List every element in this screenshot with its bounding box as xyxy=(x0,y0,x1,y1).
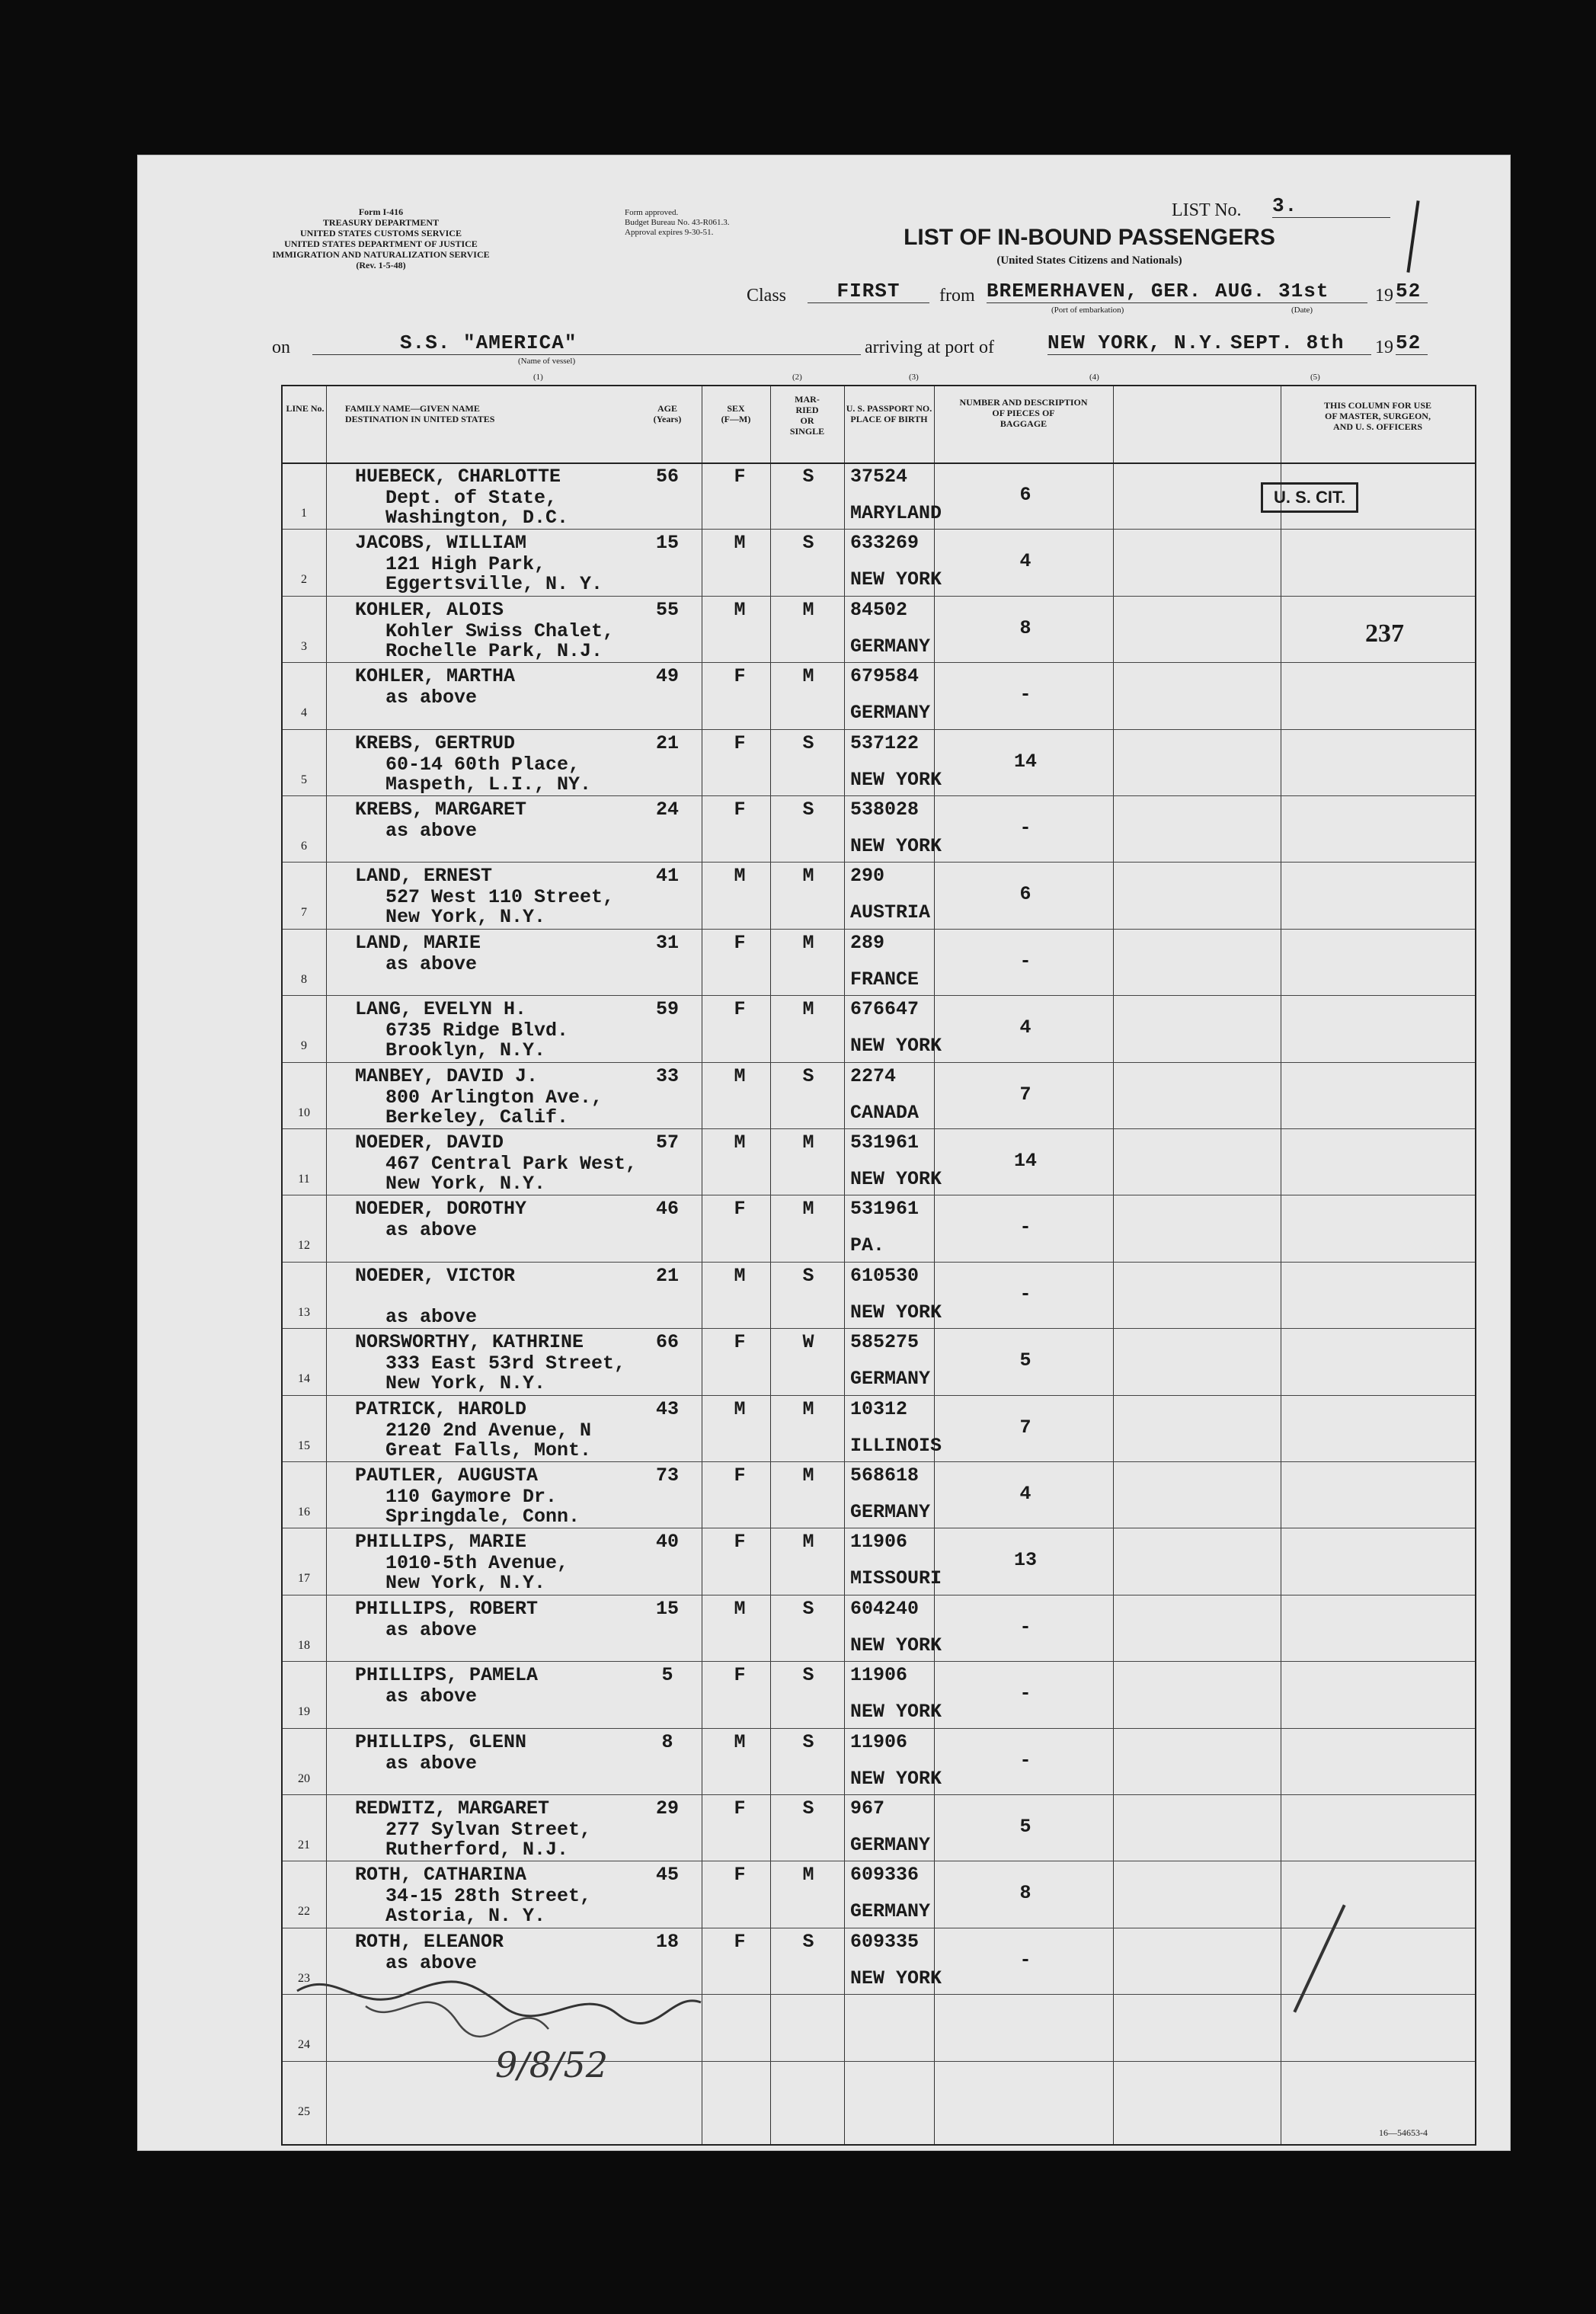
baggage-count: 4 xyxy=(1019,550,1031,573)
passport-number: 10312 xyxy=(850,1397,908,1420)
destination-line-1: 277 Sylvan Street, xyxy=(385,1819,592,1841)
passport-number: 290 xyxy=(850,865,885,888)
age-value: 24 xyxy=(655,799,679,821)
inspector-signature xyxy=(289,1960,716,2113)
place-of-birth: NEW YORK xyxy=(850,568,942,591)
passenger-name: NOEDER, DOROTHY xyxy=(355,1198,527,1221)
baggage-count: - xyxy=(1019,1682,1031,1705)
line-number: 18 xyxy=(298,1638,310,1652)
sex-value: M xyxy=(734,1597,746,1620)
passport-number: 2274 xyxy=(850,1064,897,1087)
marital-status: M xyxy=(802,865,814,888)
passenger-name: NOEDER, DAVID xyxy=(355,1131,504,1154)
baggage-count: 4 xyxy=(1019,1483,1031,1505)
form-sheet xyxy=(137,155,1511,2151)
arrival-year-prefix: 19 xyxy=(1375,338,1393,357)
place-of-birth: GERMANY xyxy=(850,1834,931,1856)
table-row xyxy=(283,1528,1475,1594)
header-line-no: LINE No. xyxy=(286,403,325,414)
passenger-name: KOHLER, MARTHA xyxy=(355,665,516,688)
age-value: 15 xyxy=(655,532,679,555)
sex-value: M xyxy=(734,1264,746,1287)
baggage-count: 8 xyxy=(1019,1882,1031,1905)
line-number: 20 xyxy=(298,1772,310,1785)
table-row xyxy=(283,1262,1475,1328)
destination-line-2: Berkeley, Calif. xyxy=(385,1106,569,1128)
baggage-count: 4 xyxy=(1019,1016,1031,1039)
destination-line-2: Rochelle Park, N.J. xyxy=(385,639,603,662)
list-no-label: LIST No. xyxy=(1172,200,1242,220)
passenger-name: LANG, EVELYN H. xyxy=(355,998,527,1021)
sex-value: F xyxy=(734,1664,746,1687)
header-age: AGE (Years) xyxy=(653,403,682,424)
sex-value: F xyxy=(734,731,746,754)
vessel-name: S.S. "AMERICA" xyxy=(312,331,861,355)
baggage-count: 8 xyxy=(1019,616,1031,639)
age-value: 55 xyxy=(655,598,679,621)
col-num-2: (2) xyxy=(792,373,802,382)
baggage-count: - xyxy=(1019,1948,1031,1971)
destination-line-1: 1010-5th Avenue, xyxy=(385,1552,569,1575)
age-value: 43 xyxy=(655,1397,679,1420)
place-of-birth: GERMANY xyxy=(850,702,931,725)
destination-line-1: as above xyxy=(385,1752,478,1775)
marital-status: M xyxy=(802,1198,814,1221)
age-value: 5 xyxy=(661,1664,673,1687)
passenger-name: PHILLIPS, MARIE xyxy=(355,1531,527,1554)
marital-status: S xyxy=(802,799,814,821)
sex-value: F xyxy=(734,1198,746,1221)
passenger-name: PHILLIPS, ROBERT xyxy=(355,1597,539,1620)
header-officers: THIS COLUMN FOR USE OF MASTER, SURGEON, AND U. S. OFFICERS xyxy=(1323,400,1432,432)
age-value: 57 xyxy=(655,1131,679,1154)
line-number: 21 xyxy=(298,1839,310,1852)
passenger-name: NORSWORTHY, KATHRINE xyxy=(355,1331,584,1354)
sex-value: F xyxy=(734,1864,746,1887)
table-row xyxy=(283,862,1475,928)
date-caption: (Date) xyxy=(1291,306,1313,315)
line-number: 5 xyxy=(301,773,307,786)
passport-number: 676647 xyxy=(850,998,920,1021)
destination-line-2: Great Falls, Mont. xyxy=(385,1439,592,1461)
form-agency-block xyxy=(263,206,499,270)
line-number: 16 xyxy=(298,1506,310,1519)
col-num-1: (1) xyxy=(533,373,543,382)
table-row xyxy=(283,529,1475,595)
line-number: 13 xyxy=(298,1305,310,1319)
table-row xyxy=(283,729,1475,795)
passport-number: 967 xyxy=(850,1797,885,1820)
line-number: 24 xyxy=(298,2038,310,2052)
age-value: 21 xyxy=(655,1264,679,1287)
destination-line-1: 2120 2nd Avenue, N xyxy=(385,1419,592,1442)
approval-text: Form approved. xyxy=(625,208,679,217)
passport-number: 679584 xyxy=(850,665,920,688)
passenger-name: MANBEY, DAVID J. xyxy=(355,1064,539,1087)
table-row xyxy=(283,1661,1475,1727)
place-of-birth: NEW YORK xyxy=(850,1767,942,1790)
line-number: 3 xyxy=(301,639,307,653)
from-port: BREMERHAVEN, GER. xyxy=(987,280,1215,303)
place-of-birth: NEW YORK xyxy=(850,1168,942,1190)
sex-value: F xyxy=(734,931,746,954)
destination-line-1: 527 West 110 Street, xyxy=(385,886,615,909)
passport-number: 37524 xyxy=(850,466,908,488)
age-value: 33 xyxy=(655,1064,679,1087)
passenger-name: KREBS, MARGARET xyxy=(355,799,527,821)
passenger-name: HUEBECK, CHARLOTTE xyxy=(355,466,561,488)
passenger-name: PATRICK, HAROLD xyxy=(355,1397,527,1420)
marital-status: S xyxy=(802,1797,814,1820)
age-value: 18 xyxy=(655,1930,679,1953)
passenger-table xyxy=(281,385,1476,2146)
age-value: 59 xyxy=(655,998,679,1021)
header-passport: U. S. PASSPORT NO. PLACE OF BIRTH xyxy=(846,403,932,424)
line-number: 4 xyxy=(301,706,307,720)
age-value: 45 xyxy=(655,1864,679,1887)
table-row xyxy=(283,1395,1475,1461)
sex-value: M xyxy=(734,598,746,621)
destination-line-2: Eggertsville, N. Y. xyxy=(385,573,603,596)
marital-status: M xyxy=(802,1531,814,1554)
table-row xyxy=(283,1328,1475,1394)
destination-line-2: as above xyxy=(385,1305,478,1328)
marital-status: S xyxy=(802,466,814,488)
place-of-birth: ILLINOIS xyxy=(850,1434,942,1457)
sex-value: M xyxy=(734,1064,746,1087)
line-number: 2 xyxy=(301,573,307,587)
baggage-count: 6 xyxy=(1019,883,1031,906)
place-of-birth: PA. xyxy=(850,1234,885,1257)
destination-line-1: 60-14 60th Place, xyxy=(385,753,581,776)
passenger-name: LAND, ERNEST xyxy=(355,865,493,888)
marital-status: S xyxy=(802,532,814,555)
line-number: 12 xyxy=(298,1239,310,1253)
baggage-count: - xyxy=(1019,1749,1031,1772)
table-row xyxy=(283,1861,1475,1927)
table-row xyxy=(283,795,1475,862)
table-row xyxy=(283,662,1475,728)
table-row xyxy=(283,596,1475,662)
form-id: Form I-416 xyxy=(358,206,404,217)
form-title: LIST OF IN-BOUND PASSENGERS xyxy=(904,225,1275,250)
baggage-count: - xyxy=(1019,817,1031,839)
passenger-name: LAND, MARIE xyxy=(355,931,481,954)
from-date: AUG. 31st xyxy=(1215,280,1367,303)
place-of-birth: FRANCE xyxy=(850,968,920,991)
passport-number: 633269 xyxy=(850,532,920,555)
header-baggage: NUMBER AND DESCRIPTION OF PIECES OF BAGGAGE xyxy=(959,397,1088,429)
class-value: FIRST xyxy=(808,280,929,303)
destination-line-2: New York, N.Y. xyxy=(385,1173,546,1195)
marital-status: S xyxy=(802,1730,814,1753)
age-value: 66 xyxy=(655,1331,679,1354)
baggage-count: 5 xyxy=(1019,1816,1031,1838)
budget-text: Budget Bureau No. 43-R061.3. xyxy=(625,218,730,227)
marital-status: S xyxy=(802,1597,814,1620)
header-sex: SEX (F—M) xyxy=(721,403,751,424)
line-number: 25 xyxy=(298,2104,310,2118)
destination-line-2: Brooklyn, N.Y. xyxy=(385,1039,546,1062)
sex-value: F xyxy=(734,1531,746,1554)
passport-number: 84502 xyxy=(850,598,908,621)
destination-line-1: 34-15 28th Street, xyxy=(385,1885,592,1908)
table-row xyxy=(283,1595,1475,1661)
passport-number: 604240 xyxy=(850,1597,920,1620)
line-number: 7 xyxy=(301,906,307,920)
age-value: 56 xyxy=(655,466,679,488)
baggage-count: - xyxy=(1019,683,1031,706)
passport-number: 531961 xyxy=(850,1198,920,1221)
table-row xyxy=(283,1728,1475,1794)
line-number: 23 xyxy=(298,1971,310,1985)
place-of-birth: GERMANY xyxy=(850,1501,931,1523)
passport-number: 11906 xyxy=(850,1730,908,1753)
place-of-birth: NEW YORK xyxy=(850,768,942,791)
passenger-name: KREBS, GERTRUD xyxy=(355,731,516,754)
baggage-count: - xyxy=(1019,1216,1031,1239)
line-number: 19 xyxy=(298,1705,310,1719)
col-num-3: (3) xyxy=(909,373,919,382)
baggage-count: 5 xyxy=(1019,1349,1031,1372)
age-value: 21 xyxy=(655,731,679,754)
baggage-count: 7 xyxy=(1019,1416,1031,1439)
sex-value: M xyxy=(734,1730,746,1753)
table-row xyxy=(283,1461,1475,1528)
sex-value: M xyxy=(734,532,746,555)
marital-status: M xyxy=(802,998,814,1021)
marital-status: S xyxy=(802,1264,814,1287)
passport-number: 11906 xyxy=(850,1531,908,1554)
destination-line-2: New York, N.Y. xyxy=(385,906,546,929)
marital-status: W xyxy=(802,1331,814,1354)
arrival-date: SEPT. 8th xyxy=(1230,331,1371,355)
table-row xyxy=(283,1794,1475,1861)
sex-value: F xyxy=(734,1464,746,1487)
baggage-count: 7 xyxy=(1019,1083,1031,1106)
tick-mark xyxy=(1406,200,1419,273)
line-number: 14 xyxy=(298,1372,310,1386)
baggage-count: 14 xyxy=(1013,750,1037,773)
passenger-name: PHILLIPS, PAMELA xyxy=(355,1664,539,1687)
sex-value: F xyxy=(734,1797,746,1820)
marital-status: M xyxy=(802,1131,814,1154)
line-number: 22 xyxy=(298,1905,310,1919)
line-number: 1 xyxy=(301,507,307,520)
list-no-value: 3. xyxy=(1272,194,1390,218)
marital-status: M xyxy=(802,598,814,621)
destination-line-1: as above xyxy=(385,820,478,842)
passenger-name: PAUTLER, AUGUSTA xyxy=(355,1464,539,1487)
age-value: 31 xyxy=(655,931,679,954)
header-married: MAR- RIED OR SINGLE xyxy=(789,394,825,437)
line-number: 15 xyxy=(298,1439,310,1452)
place-of-birth: MARYLAND xyxy=(850,502,942,524)
approval-block xyxy=(625,208,777,238)
destination-line-1: as above xyxy=(385,687,478,709)
place-of-birth: CANADA xyxy=(850,1101,920,1124)
footer-code: 16—54653-4 xyxy=(1379,2127,1428,2138)
marital-status: S xyxy=(802,1064,814,1087)
sex-value: F xyxy=(734,1930,746,1953)
marital-status: S xyxy=(802,1664,814,1687)
passport-number: 610530 xyxy=(850,1264,920,1287)
place-of-birth: NEW YORK xyxy=(850,1634,942,1656)
place-of-birth: NEW YORK xyxy=(850,1967,942,1989)
age-value: 46 xyxy=(655,1198,679,1221)
passport-number: 11906 xyxy=(850,1664,908,1687)
form-justice: UNITED STATES DEPARTMENT OF JUSTICE xyxy=(284,238,478,249)
destination-line-2: Maspeth, L.I., NY. xyxy=(385,773,592,795)
destination-line-1: Kohler Swiss Chalet, xyxy=(385,619,615,642)
destination-line-1: 110 Gaymore Dr. xyxy=(385,1486,558,1508)
on-label: on xyxy=(272,338,290,357)
line-number: 11 xyxy=(298,1173,310,1186)
line-number: 8 xyxy=(301,972,307,986)
destination-line-2: New York, N.Y. xyxy=(385,1372,546,1395)
baggage-count: 6 xyxy=(1019,484,1031,506)
passport-number: 568618 xyxy=(850,1464,920,1487)
table-row xyxy=(283,1062,1475,1128)
destination-line-1: as above xyxy=(385,1685,478,1708)
baggage-count: - xyxy=(1019,1282,1031,1305)
age-value: 15 xyxy=(655,1597,679,1620)
marital-status: M xyxy=(802,931,814,954)
signature-date: 9/8/52 xyxy=(495,2044,609,2085)
line-number: 9 xyxy=(301,1039,307,1053)
from-label: from xyxy=(939,286,975,306)
place-of-birth: NEW YORK xyxy=(850,1301,942,1323)
passport-number: 531961 xyxy=(850,1131,920,1154)
passport-number: 585275 xyxy=(850,1331,920,1354)
marital-status: S xyxy=(802,1930,814,1953)
table-row xyxy=(283,929,1475,995)
age-value: 41 xyxy=(655,865,679,888)
us-citizen-stamp: U. S. CIT. xyxy=(1261,482,1358,513)
baggage-count: 13 xyxy=(1013,1549,1037,1572)
from-year: 52 xyxy=(1396,280,1428,303)
age-value: 8 xyxy=(661,1730,673,1753)
destination-line-1: as above xyxy=(385,1951,478,1974)
age-value: 40 xyxy=(655,1531,679,1554)
table-row xyxy=(283,1128,1475,1195)
port-caption: (Port of embarkation) xyxy=(1051,306,1124,315)
sex-value: M xyxy=(734,1131,746,1154)
marital-status: M xyxy=(802,1397,814,1420)
passenger-name: NOEDER, VICTOR xyxy=(355,1264,516,1287)
baggage-count: - xyxy=(1019,1615,1031,1638)
destination-line-1: 121 High Park, xyxy=(385,553,546,576)
destination-line-2: Astoria, N. Y. xyxy=(385,1905,546,1928)
sex-value: F xyxy=(734,799,746,821)
passport-number: 537122 xyxy=(850,731,920,754)
passenger-name: ROTH, CATHARINA xyxy=(355,1864,527,1887)
baggage-count: - xyxy=(1019,949,1031,972)
place-of-birth: GERMANY xyxy=(850,1368,931,1391)
destination-line-1: as above xyxy=(385,1618,478,1641)
sex-value: M xyxy=(734,1397,746,1420)
place-of-birth: GERMANY xyxy=(850,1900,931,1923)
marital-status: M xyxy=(802,1464,814,1487)
arrival-port: NEW YORK, N.Y. xyxy=(1047,331,1230,355)
destination-line-1: as above xyxy=(385,952,478,975)
destination-line-2: New York, N.Y. xyxy=(385,1572,546,1595)
destination-line-2: Springdale, Conn. xyxy=(385,1506,581,1528)
place-of-birth: NEW YORK xyxy=(850,1701,942,1723)
approval-expiry: Approval expires 9-30-51. xyxy=(625,228,714,237)
table-row xyxy=(283,995,1475,1061)
passport-number: 609335 xyxy=(850,1930,920,1953)
place-of-birth: AUSTRIA xyxy=(850,901,931,924)
line-number: 10 xyxy=(298,1106,310,1119)
sex-value: F xyxy=(734,466,746,488)
sex-value: F xyxy=(734,665,746,688)
destination-line-1: 800 Arlington Ave., xyxy=(385,1086,603,1109)
col-num-5: (5) xyxy=(1310,373,1320,382)
from-year-prefix: 19 xyxy=(1375,286,1393,306)
passport-number: 538028 xyxy=(850,799,920,821)
line-number: 17 xyxy=(298,1572,310,1586)
col-num-4: (4) xyxy=(1089,373,1099,382)
arriving-label: arriving at port of xyxy=(865,338,994,357)
age-value: 73 xyxy=(655,1464,679,1487)
passport-number: 289 xyxy=(850,931,885,954)
destination-line-2: Washington, D.C. xyxy=(385,507,569,529)
sex-value: F xyxy=(734,1331,746,1354)
destination-line-1: Dept. of State, xyxy=(385,487,558,509)
sex-value: F xyxy=(734,998,746,1021)
form-rev: (Rev. 1-5-48) xyxy=(356,260,406,270)
place-of-birth: NEW YORK xyxy=(850,1035,942,1058)
header-name: FAMILY NAME—GIVEN NAME DESTINATION IN UNITED STATES xyxy=(345,403,495,424)
passenger-name: JACOBS, WILLIAM xyxy=(355,532,527,555)
destination-line-1: 333 East 53rd Street, xyxy=(385,1352,626,1375)
marital-status: S xyxy=(802,731,814,754)
vessel-caption: (Name of vessel) xyxy=(518,357,576,366)
class-label: Class xyxy=(747,286,787,306)
sex-value: M xyxy=(734,865,746,888)
table-row xyxy=(283,1195,1475,1261)
passport-number: 609336 xyxy=(850,1864,920,1887)
passenger-name: PHILLIPS, GLENN xyxy=(355,1730,527,1753)
form-subtitle: (United States Citizens and Nationals) xyxy=(996,254,1182,267)
place-of-birth: GERMANY xyxy=(850,635,931,658)
marital-status: M xyxy=(802,665,814,688)
destination-line-1: as above xyxy=(385,1219,478,1242)
destination-line-1: 467 Central Park West, xyxy=(385,1153,638,1175)
place-of-birth: NEW YORK xyxy=(850,835,942,857)
passenger-name: ROTH, ELEANOR xyxy=(355,1930,504,1953)
form-ins: IMMIGRATION AND NATURALIZATION SERVICE xyxy=(272,249,490,260)
form-service: UNITED STATES CUSTOMS SERVICE xyxy=(300,228,462,238)
destination-line-2: Rutherford, N.J. xyxy=(385,1839,569,1861)
arrival-year: 52 xyxy=(1396,331,1428,355)
age-value: 29 xyxy=(655,1797,679,1820)
line-number: 6 xyxy=(301,840,307,853)
marital-status: M xyxy=(802,1864,814,1887)
passenger-name: KOHLER, ALOIS xyxy=(355,598,504,621)
destination-line-1: 6735 Ridge Blvd. xyxy=(385,1019,569,1042)
officer-number: 237 xyxy=(1365,619,1404,648)
form-dept: TREASURY DEPARTMENT xyxy=(322,217,440,228)
age-value: 49 xyxy=(655,665,679,688)
baggage-count: 14 xyxy=(1013,1150,1037,1172)
passenger-name: REDWITZ, MARGARET xyxy=(355,1797,550,1820)
place-of-birth: MISSOURI xyxy=(850,1567,942,1590)
